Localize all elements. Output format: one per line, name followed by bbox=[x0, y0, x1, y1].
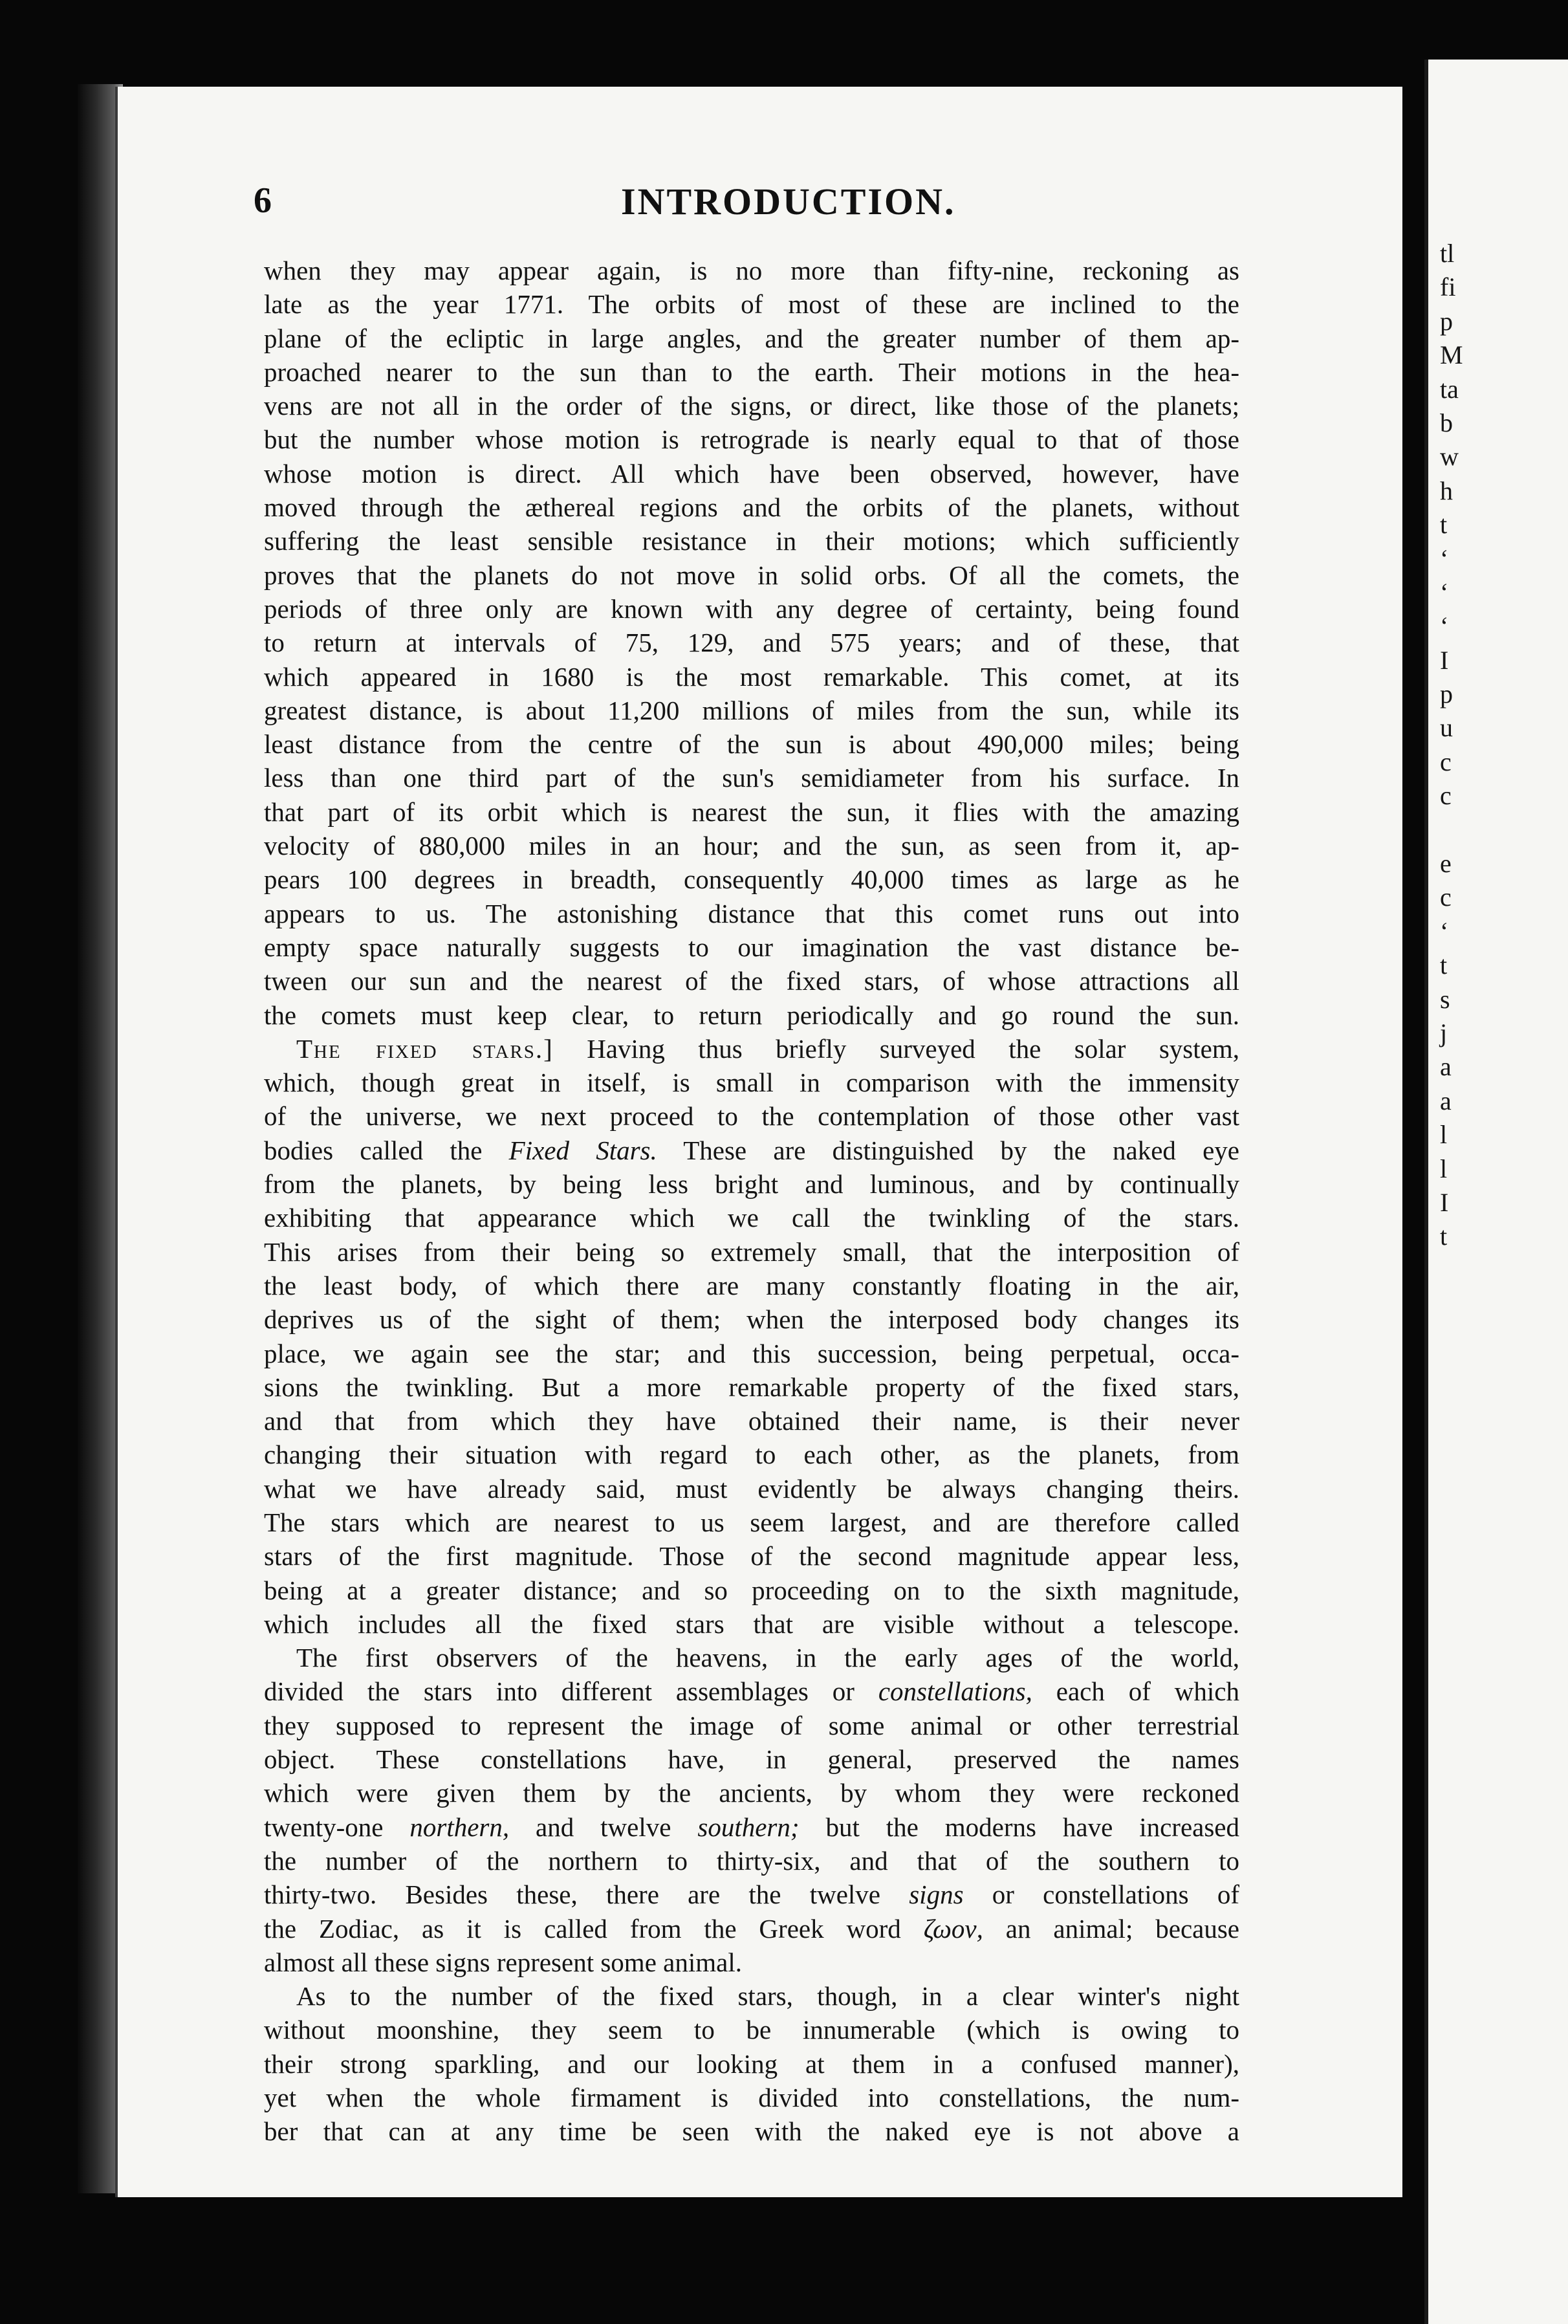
facing-page-fragment: h bbox=[1440, 476, 1453, 505]
text-line: tween our sun and the nearest of the fixed stars, of whose attractions all bbox=[264, 966, 1239, 996]
facing-page-fragment: I bbox=[1440, 645, 1449, 675]
text-line: This arises from their being so extremely small, that the interposition of bbox=[264, 1236, 1239, 1267]
text-line: greatest distance, is about 11,200 millions of miles from the sun, while its bbox=[264, 695, 1239, 725]
text-line: which, though great in itself, is small in comparison with the immensity bbox=[264, 1068, 1239, 1098]
text-line: The stars which are nearest to us seem largest, and are therefore called bbox=[264, 1507, 1239, 1537]
facing-page-fragment bbox=[1440, 813, 1568, 847]
facing-page-fragment: t bbox=[1440, 510, 1448, 540]
text-line: they supposed to represent the image of some animal or other terrestrial bbox=[264, 1710, 1239, 1740]
section-heading: The fixed stars.] bbox=[296, 1033, 554, 1064]
text-line: As to the number of the fixed stars, though, in a clear winter's night bbox=[296, 1981, 1239, 2012]
facing-page-fragment: a bbox=[1440, 1052, 1452, 1082]
text-line: less than one third part of the sun's semidiameter from his surface. In bbox=[264, 763, 1239, 793]
facing-page-fragment: c bbox=[1440, 781, 1452, 811]
text-line: their strong sparkling, and our looking at them in a confused manner), bbox=[264, 2048, 1239, 2079]
facing-page-fragment: b bbox=[1440, 408, 1453, 437]
text-line: pears 100 degrees in breadth, consequently 40,000 times as large as he bbox=[264, 864, 1239, 895]
paragraph bbox=[264, 1641, 1239, 1979]
text-line: almost all these signs represent some animal. bbox=[264, 1947, 742, 1977]
text-line: being at a greater distance; and so proceeding on to the sixth magnitude, bbox=[264, 1575, 1239, 1605]
text-line: without moonshine, they seem to be innumerable (which is owing to bbox=[264, 2015, 1239, 2045]
text-line: to return at intervals of 75, 129, and 575 years; and of these, that bbox=[264, 628, 1239, 658]
text-line: of the universe, we next proceed to the contemplation of those other vast bbox=[264, 1101, 1239, 1132]
text-line: least distance from the centre of the sun is about 490,000 miles; being bbox=[264, 729, 1239, 760]
paragraph bbox=[264, 254, 1239, 1032]
text-line: when they may appear again, is no more than fifty-nine, reckoning as bbox=[264, 256, 1239, 285]
text-line: place, we again see the star; and this succession, being perpetual, occa- bbox=[264, 1338, 1239, 1368]
facing-page-fragment: tl bbox=[1440, 239, 1455, 268]
facing-page-fragment: t bbox=[1440, 950, 1448, 980]
text-line: bodies called the Fixed Stars. These are distinguished by the naked eye bbox=[264, 1135, 1239, 1165]
text-line: empty space naturally suggests to our imagination the vast distance be- bbox=[264, 932, 1239, 962]
text-line: ber that can at any time be seen with the naked eye is not above a bbox=[264, 2116, 1239, 2147]
text-line: suffering the least sensible resistance in their motions; which sufficiently bbox=[264, 526, 1239, 556]
facing-page-fragment: ‘ bbox=[1440, 577, 1449, 607]
text-line: moved through the æthereal regions and the orbits of the planets, without bbox=[264, 492, 1239, 523]
facing-page-text-fragments bbox=[1440, 237, 1568, 1254]
text-line: the comets must keep clear, to return periodically and go round the sun. bbox=[264, 1000, 1239, 1030]
facing-page-fragment: t bbox=[1440, 1222, 1448, 1251]
text-line: the Zodiac, as it is called from the Greek word ζωον, an animal; because bbox=[264, 1913, 1239, 1944]
facing-page-fragment: M bbox=[1440, 340, 1463, 370]
text-line: twenty-one northern, and twelve southern; but the moderns have increased bbox=[264, 1812, 1239, 1842]
text-line: whose motion is direct. All which have been observed, however, have bbox=[264, 458, 1239, 488]
paragraph bbox=[264, 1979, 1239, 2148]
facing-page-fragment: e bbox=[1440, 849, 1452, 879]
text-line: and that from which they have obtained their name, is their never bbox=[264, 1406, 1239, 1436]
text-line: velocity of 880,000 miles in an hour; and the sun, as seen from it, ap- bbox=[264, 831, 1239, 861]
text-line: The first observers of the heavens, in the early ages of the world, bbox=[296, 1643, 1239, 1673]
facing-page-fragment: a bbox=[1440, 1086, 1452, 1115]
facing-page-fragment: u bbox=[1440, 713, 1453, 743]
text-line: object. These constellations have, in general, preserved the names bbox=[264, 1744, 1239, 1775]
facing-page-fragment: ‘ bbox=[1440, 543, 1449, 573]
text-line: divided the stars into different assemblages or constellations, each of which bbox=[264, 1676, 1239, 1707]
text-line: yet when the whole firmament is divided into constellations, the num- bbox=[264, 2083, 1239, 2113]
facing-page-fragment: ‘ bbox=[1440, 916, 1449, 946]
text-line: the number of the northern to thirty-six, and that of the southern to bbox=[264, 1845, 1239, 1876]
text-line: sions the twinkling. But a more remarkable property of the fixed stars, bbox=[264, 1372, 1239, 1402]
facing-page-fragment: I bbox=[1440, 1187, 1449, 1217]
paragraph bbox=[264, 1032, 1239, 1641]
text-line: late as the year 1771. The orbits of most of these are inclined to the bbox=[264, 289, 1239, 320]
facing-page-fragment: ta bbox=[1440, 374, 1459, 404]
text-line: the least body, of which there are many constantly floating in the air, bbox=[264, 1270, 1239, 1300]
text-line: The fixed stars.] Having thus briefly surveyed the solar system, bbox=[296, 1033, 1239, 1064]
text-line: changing their situation with regard to each other, as the planets, from bbox=[264, 1440, 1239, 1470]
text-line: which appeared in 1680 is the most remarkable. This comet, at its bbox=[264, 661, 1239, 692]
text-line: stars of the first magnitude. Those of the second magnitude appear less, bbox=[264, 1541, 1239, 1572]
running-title: INTRODUCTION. bbox=[621, 181, 956, 223]
text-line: from the planets, by being less bright and luminous, and by continually bbox=[264, 1169, 1239, 1200]
text-line: plane of the ecliptic in large angles, and the greater number of them ap- bbox=[264, 323, 1239, 353]
text-line: vens are not all in the order of the signs, or direct, like those of the planets; bbox=[264, 391, 1239, 421]
text-line: which includes all the fixed stars that are visible without a telescope. bbox=[264, 1608, 1239, 1639]
facing-page-fragment: l bbox=[1440, 1120, 1448, 1150]
facing-page-fragment: c bbox=[1440, 882, 1452, 912]
facing-page-fragment: c bbox=[1440, 747, 1452, 776]
facing-page-fragment: p bbox=[1440, 679, 1453, 709]
text-line: appears to us. The astonishing distance that this comet runs out into bbox=[264, 898, 1239, 928]
facing-page-fragment: l bbox=[1440, 1154, 1448, 1183]
text-line: what we have already said, must evidently be always changing theirs. bbox=[264, 1473, 1239, 1504]
text-line: deprives us of the sight of them; when the interposed body changes its bbox=[264, 1304, 1239, 1335]
facing-page-fragment: s bbox=[1440, 984, 1450, 1014]
page-header bbox=[254, 180, 1237, 225]
facing-page-fragment: p bbox=[1440, 306, 1453, 336]
text-line: which were given them by the ancients, by whom they were reckoned bbox=[264, 1778, 1239, 1808]
facing-page-fragment: fi bbox=[1440, 272, 1456, 302]
text-line: but the number whose motion is retrograde is nearly equal to that of those bbox=[264, 424, 1239, 455]
text-line: thirty-two. Besides these, there are the twelve signs or constellations of bbox=[264, 1880, 1239, 1910]
text-line: proves that the planets do not move in solid orbs. Of all the comets, the bbox=[264, 560, 1239, 590]
text-line: periods of three only are known with any degree of certainty, being found bbox=[264, 593, 1239, 624]
facing-page-fragment: w bbox=[1440, 442, 1459, 472]
text-line: proached nearer to the sun than to the earth. Their motions in the hea- bbox=[264, 356, 1239, 387]
text-line: exhibiting that appearance which we call the twinkling of the stars. bbox=[264, 1203, 1239, 1233]
text-line: that part of its orbit which is nearest the sun, it flies with the amazing bbox=[264, 796, 1239, 827]
page-number: 6 bbox=[254, 181, 272, 221]
body-text bbox=[264, 254, 1239, 2149]
facing-page-fragment: j bbox=[1440, 1018, 1448, 1047]
facing-page-fragment: ‘ bbox=[1440, 611, 1449, 641]
